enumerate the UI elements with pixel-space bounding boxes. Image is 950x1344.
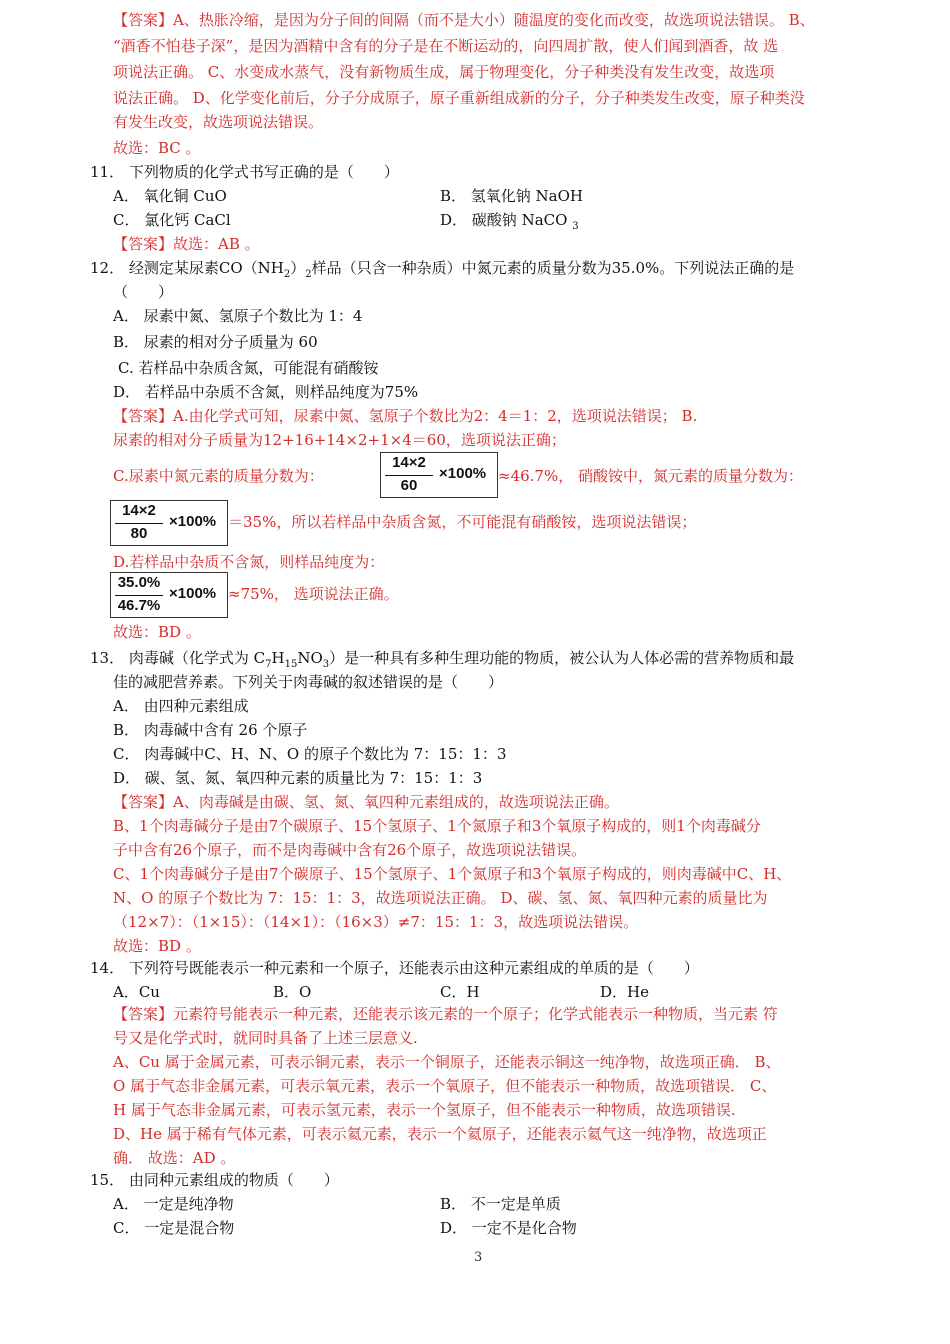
q12-answer-line-2: 尿素的相对分子质量为12+16+14×2+1×4＝60，选项说法正确； <box>113 431 566 449</box>
q13-answer-line-6: （12×7）：（1×15）：（14×1）：（16×3）≠7：15：1：3，故选项说法错误。 <box>113 913 639 931</box>
answer-label: 【答案】 <box>113 793 174 811</box>
q13-answer-line-2: B、1个肉毒碱分子是由7个碳原子、15个氢原子、1个氮原子和3个氧原子构成的，则1个肉毒碱分 <box>113 817 761 835</box>
q13-stem-2: 佳的减肥营养素。下列关于肉毒碱的叙述错误的是（ ） <box>113 673 504 691</box>
answer-label: 【答案】 <box>113 11 174 29</box>
q12-answer-line-3: C.尿素中氮元素的质量分数为： <box>113 467 324 485</box>
q11-option-a: A． 氧化铜 CuO <box>113 187 227 205</box>
q15-stem: 15． 由同种元素组成的物质（ ） <box>90 1171 339 1189</box>
q10-answer-line-1: 【答案】A、热胀冷缩，是因为分子间的间隔（而不是大小）随温度的变化而改变，故选项说法错误。 B、 <box>113 11 815 29</box>
q14-answer-line-4: O 属于气态非金属元素，可表示氧元素，表示一个氧原子，但不能表示一种物质，故选项错误． C、 <box>113 1077 777 1095</box>
q15-option-c: C． 一定是混合物 <box>113 1219 235 1237</box>
q12-answer-line-4: ＝35%，所以若样品中杂质含氮，不可能混有硝酸铵，选项说法错误； <box>228 513 697 531</box>
q10-answer-line-2: “酒香不怕巷子深”，是因为酒精中含有的分子是在不断运动的，向四周扩散，使人们闻到酒香，故 选 <box>113 37 779 55</box>
q13-option-b: B． 肉毒碱中含有 26 个原子 <box>113 721 308 739</box>
q14-answer-line-2: 号又是化学式时，就同时具备了上述三层意义. <box>113 1029 418 1047</box>
q14-option-c: C．H <box>440 983 480 1001</box>
q15-option-a: A． 一定是纯净物 <box>113 1195 234 1213</box>
q12-option-c: C. 若样品中杂质含氮，可能混有硝酸铵 <box>118 359 379 377</box>
q11-option-c: C． 氯化钙 CaCl <box>113 211 231 229</box>
q12-answer-line-5: D.若样品中杂质不含氮，则样品纯度为： <box>113 553 385 571</box>
q14-option-d: D．He <box>600 983 649 1001</box>
q13-choice: 故选：BD 。 <box>113 937 201 955</box>
q13-option-d: D． 碳、氢、氮、氧四种元素的质量比为 7：15：1：3 <box>113 769 483 787</box>
fraction-formula-3: 35.0% 46.7% ×100% <box>110 572 228 618</box>
q11-option-d: D． 碳酸钠 NaCO $_3$ <box>440 211 579 232</box>
q12-stem-2: （ ） <box>113 283 174 301</box>
q10-choice: 故选：BC 。 <box>113 139 201 157</box>
q12-choice: 故选：BD 。 <box>113 623 201 641</box>
q14-answer-line-5: H 属于气态非金属元素，可表示氢元素，表示一个氢原子，但不能表示一种物质，故选项错误. <box>113 1101 736 1119</box>
q15-option-d: D． 一定不是化合物 <box>440 1219 577 1237</box>
q11-stem: 11． 下列物质的化学式书写正确的是（ ） <box>90 163 399 181</box>
fraction-formula-2: 14×2 80 ×100% <box>110 500 228 546</box>
q12-stem: 12． 经测定某尿素$CO(NH_2)_2$样品（只含一种杂质）中氮元素的质量分数为35.0%。下列说法正确的是 <box>90 259 795 280</box>
answer-label: 【答案】 <box>113 407 174 425</box>
q11-option-b: B． 氢氧化钠 NaOH <box>440 187 584 205</box>
q14-option-b: B．O <box>273 983 312 1001</box>
q14-answer-line-1: 【答案】元素符号能表示一种元素，还能表示该元素的一个原子；化学式能表示一种物质，当元素 符 <box>113 1005 778 1023</box>
page-number: 3 <box>474 1250 483 1265</box>
q13-option-c: C． 肉毒碱中C、H、N、O 的原子个数比为 7：15：1：3 <box>113 745 507 763</box>
q14-stem: 14． 下列符号既能表示一种元素和一个原子，还能表示由这种元素组成的单质的是（ ） <box>90 959 699 977</box>
q12-option-a: A． 尿素中氮、氢原子个数比为 1：4 <box>113 307 363 325</box>
q13-answer-line-1: 【答案】A、肉毒碱是由碳、氢、氮、氧四种元素组成的，故选项说法正确。 <box>113 793 619 811</box>
answer-label: 【答案】 <box>113 235 174 253</box>
q13-stem: 13． 肉毒碱（化学式为 $C_7H_{15}NO_3$）是一种具有多种生理功能的物质，被公认为人体必需的营养物质和最 <box>90 649 795 670</box>
q14-option-a: A．Cu <box>113 983 160 1001</box>
q14-answer-line-3: A、Cu 属于金属元素，可表示铜元素，表示一个铜原子，还能表示铜这一纯净物，故选项正确． B、 <box>113 1053 781 1071</box>
q12-answer-line-1: 【答案】A.由化学式可知，尿素中氮、氢原子个数比为2：4＝1：2，选项说法错误； B. <box>113 407 698 425</box>
q10-answer-line-4: 说法正确。 D、化学变化前后，分子分成原子，原子重新组成新的分子，分子种类发生改变，原子种类没 <box>113 89 805 107</box>
q12-option-d: D． 若样品中杂质不含氮，则样品纯度为75% <box>113 383 419 401</box>
q13-answer-line-5: N、O 的原子个数比为 7：15：1：3，故选项说法正确。 D、碳、氢、氮、氧四种元素的质量比为 <box>113 889 768 907</box>
q14-answer-line-7: 确． 故选：AD 。 <box>113 1149 236 1167</box>
q13-answer-line-3: 子中含有26个原子，而不是肉毒碱中含有26个原子，故选项说法错误。 <box>113 841 587 859</box>
q12-answer-line-3b: ≈46.7%， 硝酸铵中，氮元素的质量分数为： <box>498 467 803 485</box>
q10-answer-line-3: 项说法正确。 C、水变成水蒸气，没有新物质生成，属于物理变化，分子种类没有发生改变，故选项 <box>113 63 775 81</box>
answer-label: 【答案】 <box>113 1005 174 1023</box>
fraction-formula-1: 14×2 60 ×100% <box>380 452 498 498</box>
q13-option-a: A． 由四种元素组成 <box>113 697 249 715</box>
q11-answer: 【答案】故选：AB 。 <box>113 235 260 253</box>
q12-option-b: B． 尿素的相对分子质量为 60 <box>113 333 318 351</box>
q10-answer-line-5: 有发生改变，故选项说法错误。 <box>113 113 324 131</box>
q13-answer-line-4: C、1个肉毒碱分子是由7个碳原子、15个氢原子、1个氮原子和3个氧原子构成的，则肉毒碱中C、H、 <box>113 865 792 883</box>
q14-answer-line-6: D、He 属于稀有气体元素，可表示氦元素，表示一个氦原子，还能表示氦气这一纯净物，故选项正 <box>113 1125 767 1143</box>
q12-answer-line-6: ≈75%， 选项说法正确。 <box>228 585 399 603</box>
q15-option-b: B． 不一定是单质 <box>440 1195 561 1213</box>
